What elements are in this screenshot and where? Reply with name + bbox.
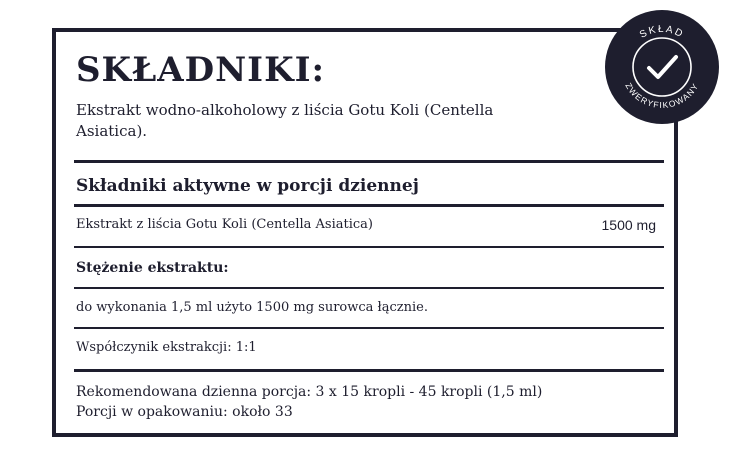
extract-name: Ekstrakt z liścia Gotu Koli (Centella Asiatica) — [76, 217, 373, 232]
recommended-portion: Rekomendowana dzienna porcja: 3 x 15 kropli - 45 kropli (1,5 ml) — [76, 384, 543, 400]
page-title: SKŁADNIKI: — [76, 50, 326, 90]
divider — [74, 246, 664, 248]
concentration-text: do wykonania 1,5 ml użyto 1500 mg surowca łącznie. — [76, 300, 428, 315]
check-icon — [649, 57, 676, 77]
verified-badge — [605, 10, 719, 124]
extraction-ratio: Współczynik ekstrakcji: 1:1 — [76, 340, 257, 355]
portions-per-package: Porcji w opakowaniu: około 33 — [76, 404, 293, 420]
divider — [74, 287, 664, 289]
portion-info — [76, 382, 542, 422]
badge-bottom-text: ZWERYFIKOWANY — [623, 80, 701, 111]
extract-amount: 1500 mg — [601, 217, 656, 233]
active-ingredients-heading: Składniki aktywne w porcji dziennej — [76, 176, 419, 196]
verified-badge-graphic — [605, 10, 719, 124]
ingredients-panel — [52, 28, 678, 437]
badge-top-text: SKŁAD — [638, 23, 686, 41]
divider — [74, 369, 664, 372]
divider — [74, 160, 664, 163]
divider — [74, 327, 664, 329]
concentration-label: Stężenie ekstraktu: — [76, 260, 229, 276]
divider — [74, 204, 664, 207]
intro-text: Ekstrakt wodno-alkoholowy z liścia Gotu Koli (Centella Asiatica). — [76, 101, 494, 140]
